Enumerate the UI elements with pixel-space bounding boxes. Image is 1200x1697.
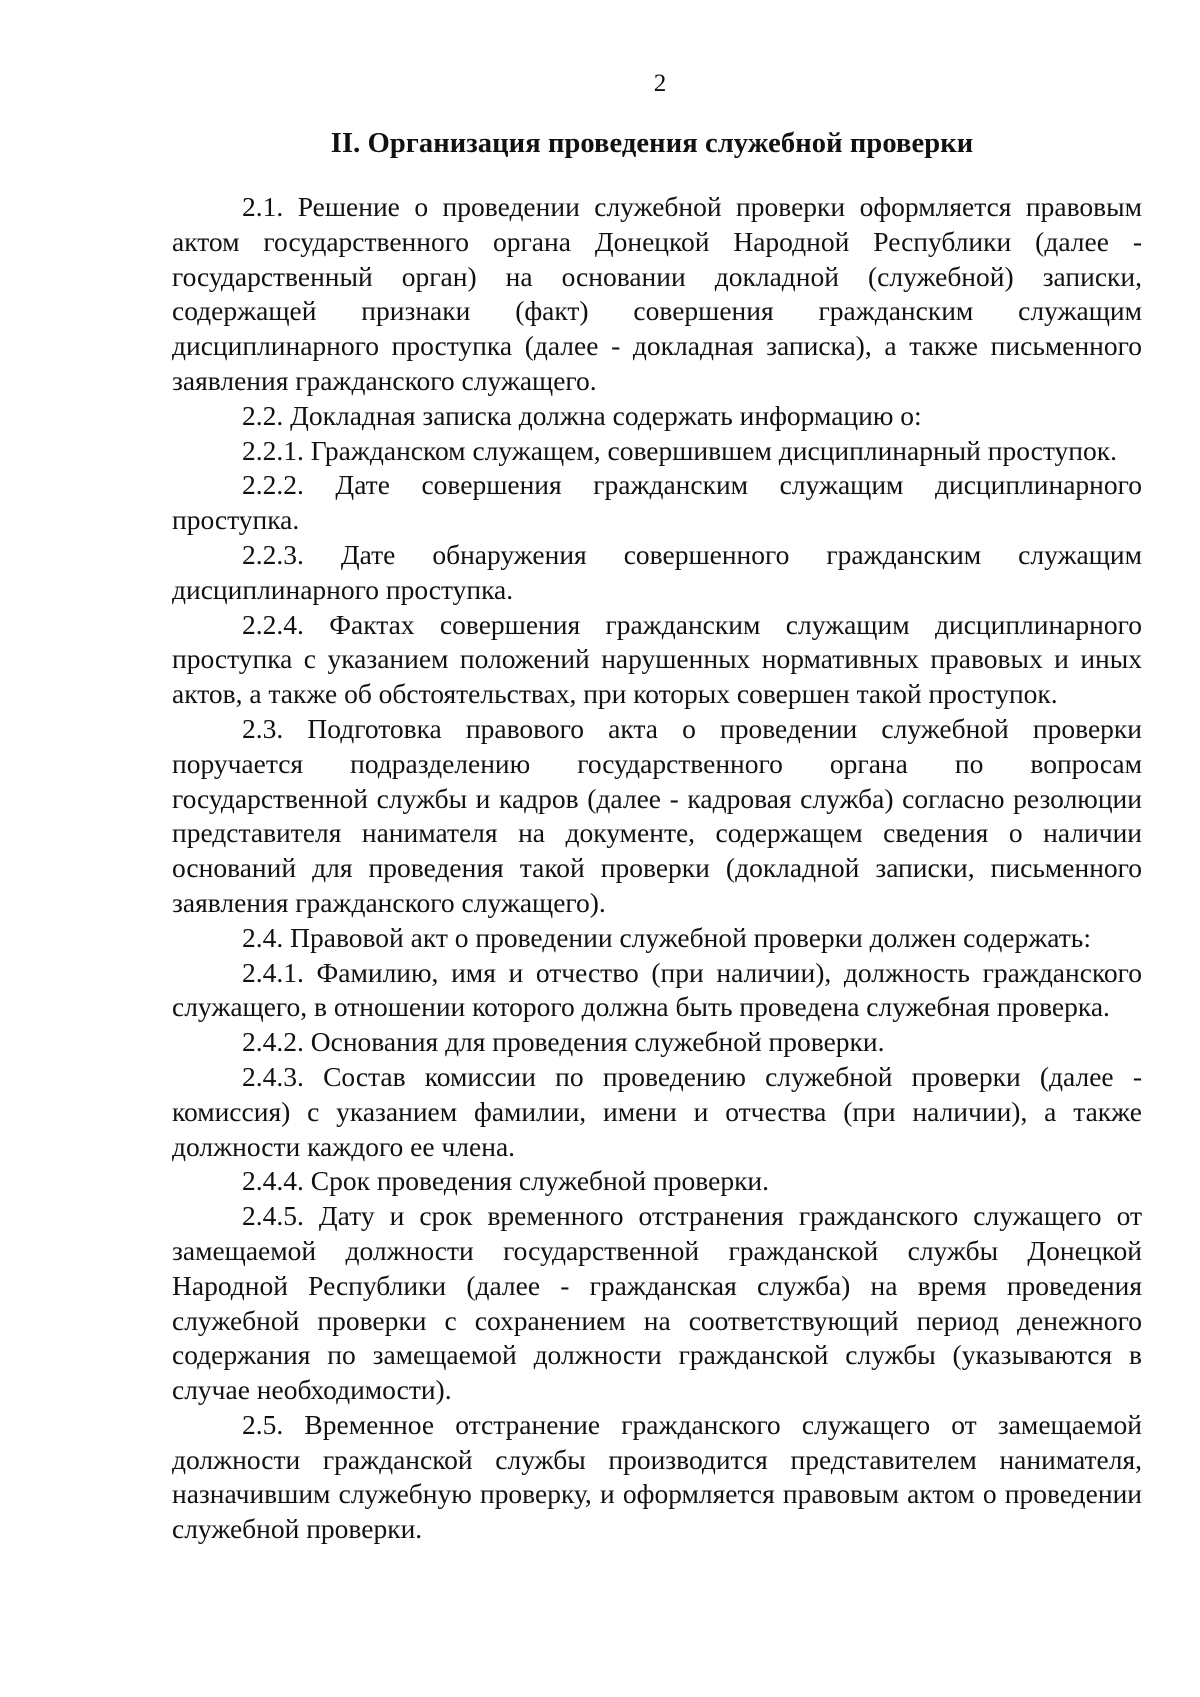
document-body xyxy=(172,190,1142,1547)
page-number: 2 xyxy=(653,70,667,97)
paragraph-2-1: 2.1. Решение о проведении служебной проверки оформляется правовым актом государственного органа Донецкой Народной Республики (далее - государственный орган) на основании докладной (служебной) записки, содержащей признаки (факт) совершения гражданским служащим дисциплинарного проступка (далее - докладная записка), а также письменного заявления гражданского служащего. xyxy=(172,191,1142,396)
paragraph-2-2-1: 2.2.1. Гражданском служащем, совершившем дисциплинарный проступок. xyxy=(242,434,1117,466)
section-title: II. Организация проведения служебной проверки xyxy=(330,128,974,159)
paragraph-2-2: 2.2. Докладная записка должна содержать информацию о: xyxy=(242,399,922,431)
paragraph-2-2-4: 2.2.4. Фактах совершения гражданским служащим дисциплинарного проступка с указанием положений нарушенных нормативных правовых и иных актов, а также об обстоятельствах, при которых совершен такой проступок. xyxy=(172,608,1142,710)
paragraph-2-4-3: 2.4.3. Состав комиссии по проведению служебной проверки (далее - комиссия) с указанием фамилии, имени и отчества (при наличии), а также должности каждого ее члена. xyxy=(172,1060,1142,1162)
paragraph-2-4-2: 2.4.2. Основания для проведения служебной проверки. xyxy=(242,1026,885,1058)
paragraph-2-4-5: 2.4.5. Дату и срок временного отстранения гражданского служащего от замещаемой должности государственной гражданской службы Донецкой Народной Республики (далее - гражданская служба) на время проведения служебной проверки с сохранением на соответствующий период денежного содержания по замещаемой должности гражданской службы (указываются в случае необходимости). xyxy=(172,1200,1142,1406)
paragraph-2-2-3: 2.2.3. Дате обнаружения совершенного гражданским служащим дисциплинарного проступка. xyxy=(172,538,1142,605)
paragraph-2-2-2: 2.2.2. Дате совершения гражданским служащим дисциплинарного проступка. xyxy=(172,469,1142,536)
paragraph-2-3: 2.3. Подготовка правового акта о проведении служебной проверки поручается подразделению государственного органа по вопросам государственной службы и кадров (далее - кадровая служба) согласно резолюции представителя нанимателя на документе, содержащем сведения о наличии оснований для проведения такой проверки (докладной записки, письменного заявления гражданского служащего). xyxy=(172,712,1142,918)
paragraph-2-4-1: 2.4.1. Фамилию, имя и отчество (при наличии), должность гражданского служащего, в отношении которого должна быть проведена служебная проверка. xyxy=(172,956,1142,1023)
paragraph-2-4-4: 2.4.4. Срок проведения служебной проверки. xyxy=(242,1165,770,1197)
paragraph-2-5: 2.5. Временное отстранение гражданского служащего от замещаемой должности гражданской службы производится представителем нанимателя, назначившим служебную проверку, и оформляется правовым актом о проведении служебной проверки. xyxy=(172,1408,1142,1545)
paragraph-2-4: 2.4. Правовой акт о проведении служебной проверки должен содержать: xyxy=(242,921,1091,953)
